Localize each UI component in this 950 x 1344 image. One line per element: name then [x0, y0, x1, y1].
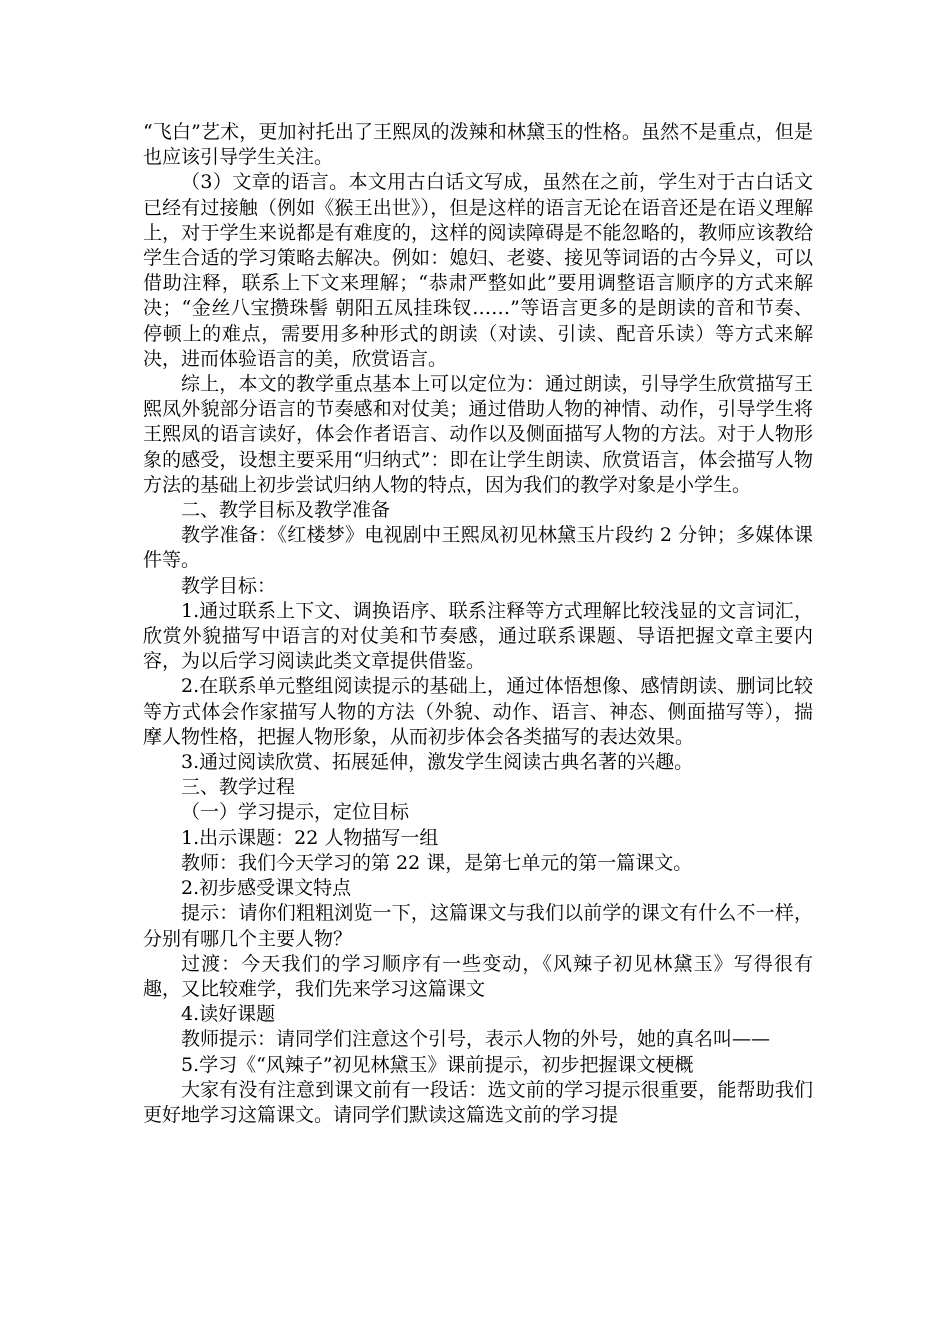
objective-item-2: 2.在联系单元整组阅读提示的基础上，通过体悟想像、感情朗读、删词比较等方式体会作家描写人物的方法（外貌、动作、语言、神态、侧面描写等），揣摩人物性格，把握人物形象，从而初步体会各类描写的表达效果。 — [143, 675, 813, 748]
process-step-2: 2.初步感受课文特点 — [181, 877, 352, 900]
subsection-heading-1: （一）学习提示，定位目标 — [181, 801, 410, 824]
section-heading-objectives: 二、教学目标及教学准备 — [181, 499, 391, 522]
paragraph-objectives-label: 教学目标： — [181, 574, 277, 597]
teacher-prompt-paragraph: 教师提示：请同学们注意这个引号，表示人物的外号，她的真名叫—— — [181, 1028, 771, 1051]
process-step-5: 5.学习《“风辣子”初见林黛玉》课前提示，初步把握课文梗概 — [181, 1053, 694, 1076]
paragraph-2: （3）文章的语言。本文用古白话文写成，虽然在之前，学生对于古白话文已经有过接触（例如《猴王出世》），但是这样的语言无论在语音还是在语义理解上，对于学生来说都是有难度的，这样的阅读障碍是不能忽略的，教师应该教给学生合适的学习策略去解决。例如：媳妇、老婆、接见等词语的古今异义，可以借助注释，联系上下文来理解；“恭肃严整如此”要用调整语言顺序的方式来解决；“金丝八宝攒珠髻 朝阳五凤挂珠钗……”等语言更多的是朗读的音和节奏、停顿上的难点，需要用多种形式的朗读（对读、引读、配音乐读）等方式来解决，进而体验语言的美，欣赏语言。 — [143, 171, 813, 370]
objective-item-1: 1.通过联系上下文、调换语序、联系注释等方式理解比较浅显的文言词汇，欣赏外貌描写中语言的对仗美和节奏感，通过联系课题、导语把握文章主要内容，为以后学习阅读此类文章提供借鉴。 — [143, 599, 813, 673]
section-heading-process: 三、教学过程 — [181, 776, 296, 799]
paragraph-last: 大家有没有注意到课文前有一段话：选文前的学习提示很重要，能帮助我们更好地学习这篇课文。请同学们默读这篇选文前的学习提 — [143, 1078, 813, 1126]
document-body — [143, 120, 813, 1128]
teacher-line-1: 教师：我们今天学习的第 22 课，是第七单元的第一篇课文。 — [181, 851, 693, 874]
transition-paragraph: 过渡：今天我们的学习顺序有一些变动，《风辣子初见林黛玉》写得很有趣，又比较难学，我们先来学习这篇课文 — [143, 952, 813, 1000]
process-step-4: 4.读好课题 — [181, 1003, 276, 1026]
objective-item-3: 3.通过阅读欣赏、拓展延伸，激发学生阅读古典名著的兴趣。 — [181, 751, 694, 774]
prompt-paragraph: 提示：请你们粗粗浏览一下，这篇课文与我们以前学的课文有什么不一样，分别有哪几个主要人物？ — [143, 902, 813, 950]
paragraph-1: “飞白”艺术，更加衬托出了王熙凤的泼辣和林黛玉的性格。虽然不是重点，但是也应该引导学生关注。 — [143, 121, 813, 169]
paragraph-preparation: 教学准备：《红楼梦》电视剧中王熙凤初见林黛玉片段约 2 分钟；多媒体课件等。 — [143, 524, 813, 572]
paragraph-3: 综上，本文的教学重点基本上可以定位为：通过朗读，引导学生欣赏描写王熙凤外貌部分语言的节奏感和对仗美；通过借助人物的神情、动作，引导学生将王熙凤的语言读好，体会作者语言、动作以及侧面描写人物的方法。对于人物形象的感受，设想主要采用“归纳式”：即在让学生朗读、欣赏语言，体会描写人物方法的基础上初步尝试归纳人物的特点，因为我们的教学对象是小学生。 — [143, 373, 813, 496]
process-step-1: 1.出示课题：22 人物描写一组 — [181, 826, 439, 849]
